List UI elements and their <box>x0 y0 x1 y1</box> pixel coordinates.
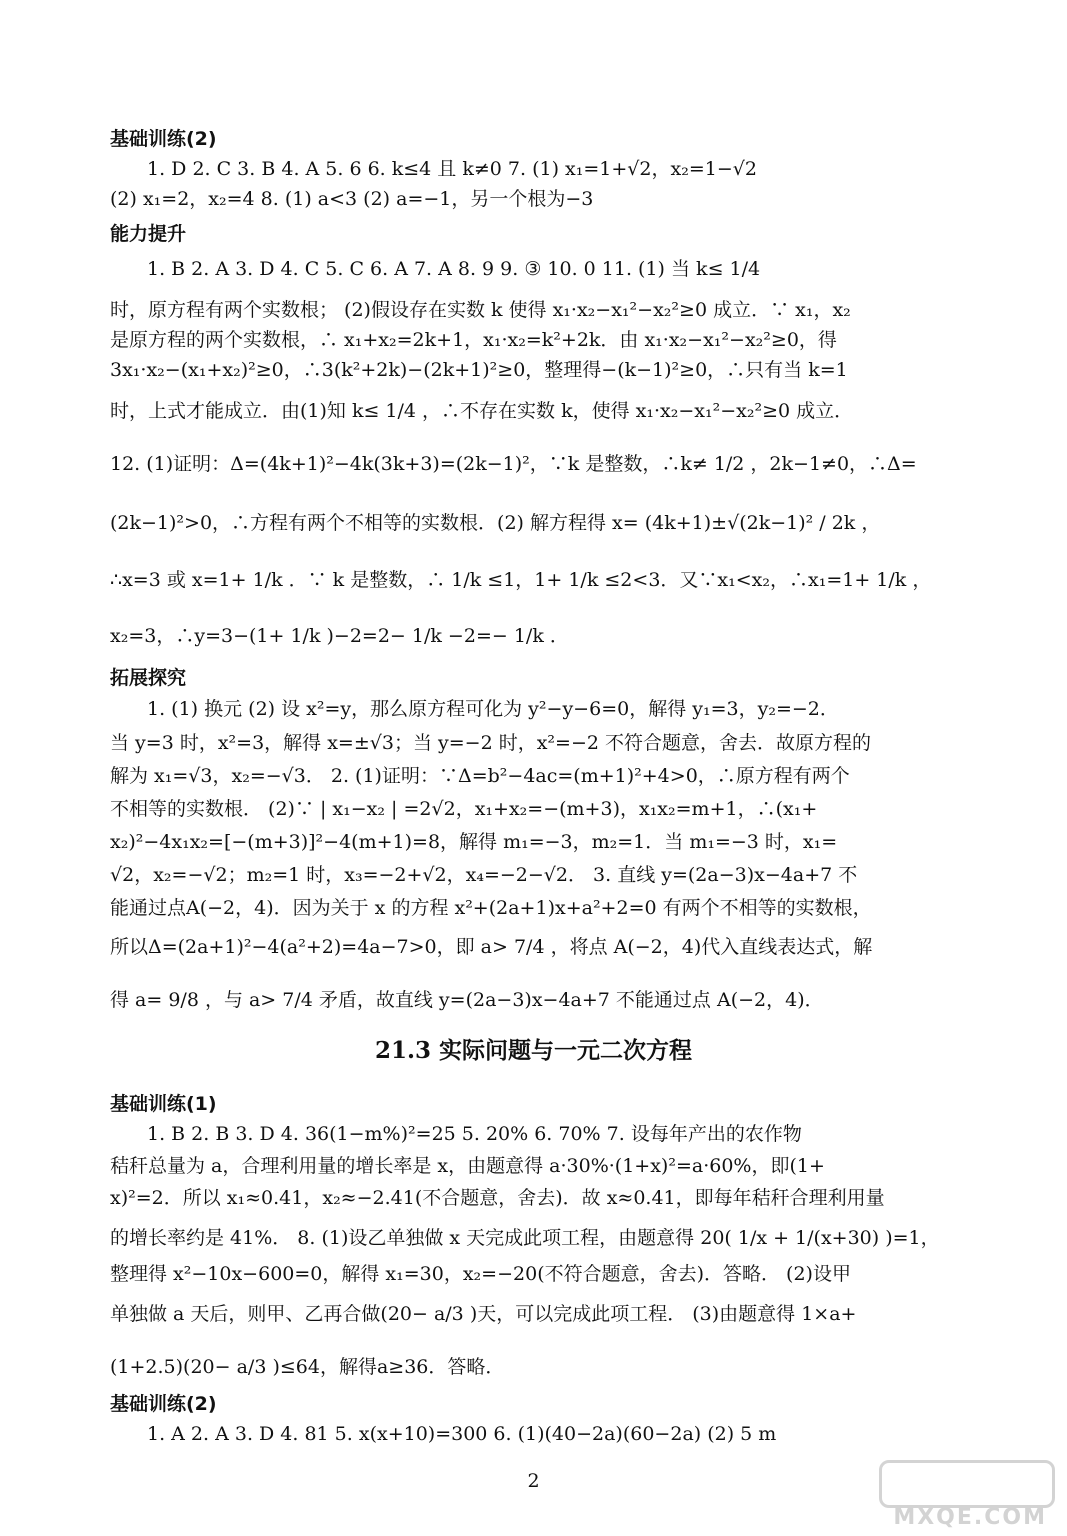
answer-line: (2k−1)²>0，∴方程有两个不相等的实数根．(2) 解方程得 x= (4k+1)±√(2k−1)² / 2k ， <box>110 512 881 534</box>
answer-line: 3x₁·x₂−(x₁+x₂)²≥0，∴3(k²+2k)−(2k+1)²≥0，整理得−(k−1)²≥0，∴只有当 k=1 <box>110 359 848 381</box>
answer-line: 解为 x₁=√3，x₂=−√3． 2. (1)证明：∵Δ=b²−4ac=(m+1)²+4>0，∴原方程有两个 <box>110 765 850 787</box>
section-heading: 基础训练(2) <box>110 1393 217 1415</box>
answer-line: 当 y=3 时，x²=3，解得 x=±√3；当 y=−2 时，x²=−2 不符合题意，舍去．故原方程的 <box>110 732 871 754</box>
answer-line: 得 a= 9/8 ，与 a> 7/4 矛盾，故直线 y=(2a−3)x−4a+7 不能通过点 A(−2，4)． <box>110 989 824 1011</box>
section-heading: 基础训练(2) <box>110 128 217 150</box>
answer-line: 不相等的实数根． (2)∵ | x₁−x₂ | =2√2，x₁+x₂=−(m+3)，x₁x₂=m+1，∴(x₁+ <box>110 798 818 820</box>
answer-line: 12. (1)证明：Δ=(4k+1)²−4k(3k+3)=(2k−1)²，∵k 是整数，∴k≠ 1/2 ，2k−1≠0，∴Δ= <box>110 453 917 475</box>
watermark-stamp-icon <box>879 1460 1055 1508</box>
answer-line: x₂)²−4x₁x₂=[−(m+3)]²−4(m+1)=8，解得 m₁=−3，m₂=1．当 m₁=−3 时，x₁= <box>110 831 838 853</box>
answer-line: 能通过点A(−2，4)．因为关于 x 的方程 x²+(2a+1)x+a²+2=0 有两个不相等的实数根， <box>110 897 872 919</box>
answer-line: x)²=2．所以 x₁≈0.41，x₂≈−2.41(不合题意，舍去)．故 x≈0.41，即每年秸秆合理利用量 <box>110 1187 885 1209</box>
answer-line: 1. B 2. B 3. D 4. 36(1−m%)²=25 5. 20% 6. 70% 7. 设每年产出的农作物 <box>147 1123 802 1145</box>
answer-line: 1. D 2. C 3. B 4. A 5. 6 6. k≤4 且 k≠0 7. (1) x₁=1+√2，x₂=1−√2 <box>147 158 757 180</box>
answer-line: 的增长率约是 41%． 8. (1)设乙单独做 x 天完成此项工程，由题意得 20( 1/x + 1/(x+30) )=1， <box>110 1227 940 1249</box>
answer-line: ∴x=3 或 x=1+ 1/k ．∵ k 是整数，∴ 1/k ≤1，1+ 1/k ≤2<3．又∵x₁<x₂，∴x₁=1+ 1/k ， <box>110 569 932 591</box>
answer-line: √2，x₂=−√2；m₂=1 时，x₃=−2+√2，x₄=−2−√2． 3. 直线 y=(2a−3)x−4a+7 不 <box>110 864 858 886</box>
answer-line: 整理得 x²−10x−600=0，解得 x₁=30，x₂=−20(不符合题意，舍去)．答略． (2)设甲 <box>110 1263 851 1285</box>
section-heading: 基础训练(1) <box>110 1093 217 1115</box>
answer-line: 是原方程的两个实数根，∴ x₁+x₂=2k+1，x₁·x₂=k²+2k．由 x₁·x₂−x₁²−x₂²≥0，得 <box>110 329 837 351</box>
answer-line: (1+2.5)(20− a/3 )≤64，解得a≥36．答略． <box>110 1356 505 1378</box>
answer-line: 1. A 2. A 3. D 4. 81 5. x(x+10)=300 6. (1)(40−2a)(60−2a) (2) 5 m <box>147 1423 777 1445</box>
section-heading: 拓展探究 <box>110 667 187 689</box>
chapter-title: 21.3 实际问题与一元二次方程 <box>374 1037 693 1064</box>
watermark-logo <box>885 1460 1055 1530</box>
section-heading: 能力提升 <box>110 223 187 245</box>
answer-line: (2) x₁=2，x₂=4 8. (1) a<3 (2) a=−1，另一个根为−3 <box>110 188 594 210</box>
answer-line: 单独做 a 天后，则甲、乙再合做(20− a/3 )天，可以完成此项工程． (3)由题意得 1×a+ <box>110 1303 857 1325</box>
answer-line: 秸秆总量为 a，合理利用量的增长率是 x，由题意得 a·30%·(1+x)²=a·60%，即(1+ <box>110 1155 825 1177</box>
watermark-text: MXQE.COM <box>893 1505 1047 1530</box>
answer-line: 1. (1) 换元 (2) 设 x²=y，那么原方程可化为 y²−y−6=0，解得 y₁=3，y₂=−2． <box>147 698 839 720</box>
answer-line: x₂=3，∴y=3−(1+ 1/k )−2=2− 1/k −2=− 1/k ． <box>110 625 569 647</box>
answer-line: 时，原方程有两个实数根； (2)假设存在实数 k 使得 x₁·x₂−x₁²−x₂²≥0 成立．∵ x₁，x₂ <box>110 299 851 321</box>
answer-line: 1. B 2. A 3. D 4. C 5. C 6. A 7. A 8. 9 9. ③ 10. 0 11. (1) 当 k≤ 1/4 <box>147 258 761 280</box>
answer-line: 所以Δ=(2a+1)²−4(a²+2)=4a−7>0，即 a> 7/4 ，将点 A(−2，4)代入直线表达式，解 <box>110 936 873 958</box>
page-number: 2 <box>527 1470 540 1492</box>
answer-line: 时，上式才能成立．由(1)知 k≤ 1/4 ，∴不存在实数 k，使得 x₁·x₂−x₁²−x₂²≥0 成立． <box>110 400 854 422</box>
